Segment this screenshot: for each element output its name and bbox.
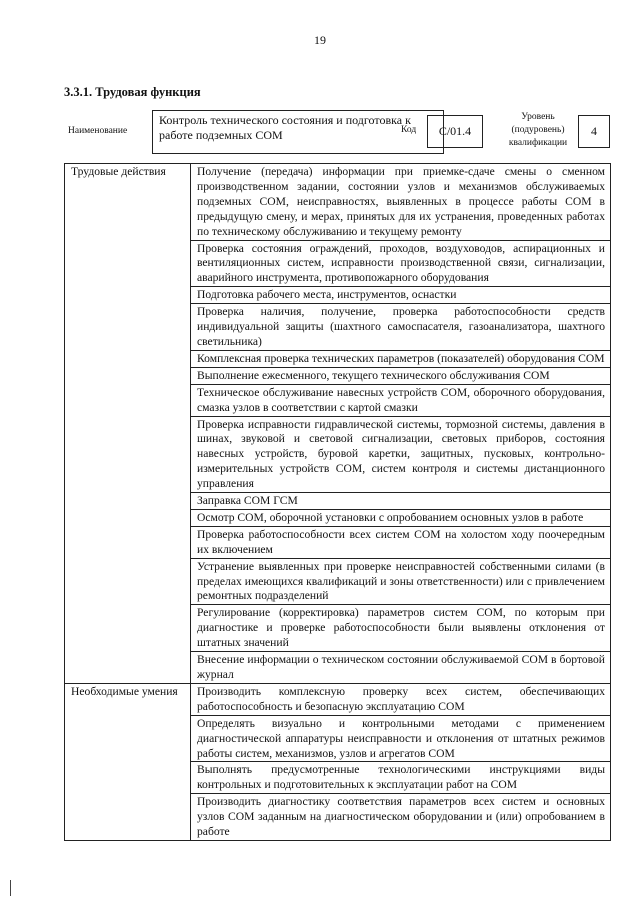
list-item: Заправка СОМ ГСМ (191, 493, 610, 510)
level-value: 4 (591, 124, 597, 138)
list-item: Проверка наличия, получение, проверка работоспособности средств индивидуальной защиты (шахтного самоспасателя, газоанализатора, шахтного светильника) (191, 304, 610, 351)
name-label: Наименование (68, 126, 128, 136)
code-value: С/01.4 (438, 124, 472, 138)
function-table (64, 163, 611, 841)
level-label: Уровень (подуровень) квалификации (508, 112, 568, 148)
code-label: Код (401, 125, 417, 135)
category-cell: Трудовые действия (65, 164, 191, 684)
list-item: Комплексная проверка технических параметров (показателей) оборудования СОМ (191, 351, 610, 368)
section-title: 3.3.1. Трудовая функция (64, 85, 201, 99)
function-header (64, 110, 610, 154)
code-box (427, 115, 483, 148)
list-item: Техническое обслуживание навесных устройств СОМ, оборочного оборудования, смазка узлов в соответствии с картой смазки (191, 385, 610, 417)
list-item: Проверка исправности гидравлической системы, тормозной системы, давления в шинах, звуковой и световой сигнализации, световых приборов, состояния навесных устройств, буровой каретки, защитных, пусковых, контрольно-измерительных устройств СОМ, систем контроля и системы дистанционного управления (191, 417, 610, 494)
page-number: 19 (314, 33, 326, 47)
list-item: Определять визуально и контрольными методами с применением диагностической аппаратуры неисправности и отклонения от штатных режимов работы систем, механизмов, узлов и агрегатов СОМ (191, 716, 610, 763)
category-cell: Необходимые умения (65, 683, 191, 840)
function-name: Контроль технического состояния и подготовка к работе подземных СОМ (159, 113, 411, 142)
list-item: Производить комплексную проверку всех систем, обеспечивающих работоспособность и безопасную эксплуатацию СОМ (191, 684, 610, 716)
list-item: Регулирование (корректировка) параметров систем СОМ, по которым при диагностике и проверке работоспособности были выявлены отклонения от штатных значений (191, 605, 610, 652)
section-row (65, 164, 611, 684)
list-item: Проверка работоспособности всех систем СОМ на холостом ходу поочередным их включением (191, 527, 610, 559)
list-item: Получение (передача) информации при приемке-сдаче смены о сменном производственном задании, состоянии узлов и механизмов обслуживаемых подземных СОМ, неисправностях, выявленных в процессе работы СОМ в предыдущую смену, и мерах, принятых для их устранения, проведенных работах по техническому обслуживанию и текущему ремонту (191, 164, 610, 241)
level-box (578, 115, 610, 148)
list-item: Внесение информации о техническом состоянии обслуживаемой СОМ в бортовой журнал (197, 653, 605, 681)
list-item: Выполнение ежесменного, текущего технического обслуживания СОМ (191, 368, 610, 385)
list-item: Выполнять предусмотренные технологическими инструкциями виды контрольных и подготовительных к эксплуатации работ на СОМ (191, 762, 610, 794)
list-item: Производить диагностику соответствия параметров всех систем и основных узлов СОМ заданным на диагностическом оборудовании и (или) опробованием в работе (197, 795, 605, 839)
items-cell (191, 683, 611, 840)
items-cell (191, 164, 611, 684)
scan-mark (10, 880, 11, 896)
list-item: Осмотр СОМ, оборочной установки с опробованием основных узлов в работе (191, 510, 610, 527)
list-item: Устранение выявленных при проверке неисправностей собственными силами (в пределах имеющихся квалификаций и зоны ответственности) или с привлечением ремонтных подразделений (191, 559, 610, 606)
section-row (65, 683, 611, 840)
list-item: Подготовка рабочего места, инструментов, оснастки (191, 287, 610, 304)
list-item: Проверка состояния ограждений, проходов, воздуховодов, аспирационных и вентиляционных систем, исправности производственной связи, сигнализации, аварийного инструмента, противопожарного оборудования (191, 241, 610, 288)
